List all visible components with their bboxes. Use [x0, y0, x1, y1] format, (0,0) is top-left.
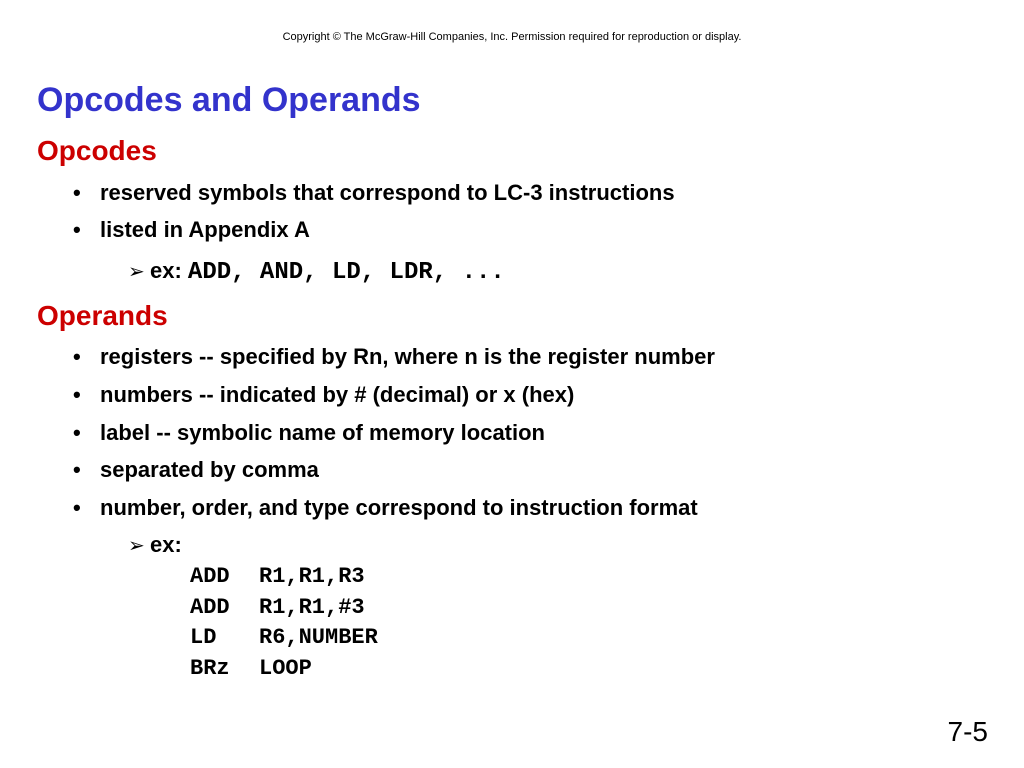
code-line	[190, 623, 378, 654]
code-example	[190, 562, 378, 684]
operands-example	[128, 532, 182, 559]
opcodes-example	[128, 258, 505, 286]
code-operands: R1,R1,#3	[259, 594, 365, 620]
operands-bullet	[73, 457, 319, 483]
operands-bullet	[73, 495, 698, 521]
operands-bullet	[73, 344, 715, 370]
operands-bullet	[73, 382, 574, 408]
code-operands: R1,R1,R3	[259, 564, 365, 589]
bullet-glyph: •	[73, 382, 81, 407]
bullet-text: listed in Appendix A	[100, 217, 310, 242]
example-label: ex:	[150, 532, 182, 557]
bullet-glyph: •	[73, 217, 81, 242]
code-opcode: ADD	[190, 564, 230, 589]
bullet-text: reserved symbols that correspond to LC-3 instructions	[100, 180, 675, 205]
opcodes-bullet	[73, 180, 675, 206]
opcodes-bullet	[73, 217, 310, 243]
bullet-glyph: •	[73, 457, 81, 482]
bullet-text: numbers -- indicated by # (decimal) or x (hex)	[100, 382, 575, 407]
operands-bullet	[73, 420, 545, 446]
bullet-glyph: •	[73, 420, 81, 445]
code-opcode: BRz	[190, 655, 230, 681]
code-opcode: LD	[190, 625, 217, 650]
code-operands: R6,NUMBER	[259, 625, 378, 650]
opcodes-heading: Opcodes	[37, 135, 157, 166]
code-opcode: ADD	[190, 594, 230, 620]
bullet-text: registers -- specified by Rn, where n is the register number	[100, 344, 715, 369]
example-label: ex:	[150, 258, 182, 283]
arrow-bullet-icon: ➢	[128, 535, 145, 557]
bullet-glyph: •	[73, 495, 81, 520]
bullet-glyph: •	[73, 344, 81, 369]
example-opcodes: ADD, AND, LD, LDR, ...	[187, 259, 505, 286]
code-line	[190, 593, 378, 624]
operands-heading: Operands	[37, 300, 168, 331]
bullet-glyph: •	[73, 180, 81, 205]
code-operands: LOOP	[259, 655, 312, 681]
code-line	[190, 654, 378, 685]
bullet-text: number, order, and type correspond to instruction format	[100, 495, 698, 520]
page-number: 7-5	[947, 716, 988, 747]
code-line	[190, 562, 378, 593]
arrow-bullet-icon: ➢	[128, 261, 145, 283]
copyright-notice: Copyright © The McGraw-Hill Companies, Inc. Permission required for reproduction or display.	[282, 31, 742, 43]
slide-title: Opcodes and Operands	[37, 81, 421, 119]
bullet-text: separated by comma	[100, 457, 319, 482]
bullet-text: label -- symbolic name of memory location	[100, 420, 545, 445]
